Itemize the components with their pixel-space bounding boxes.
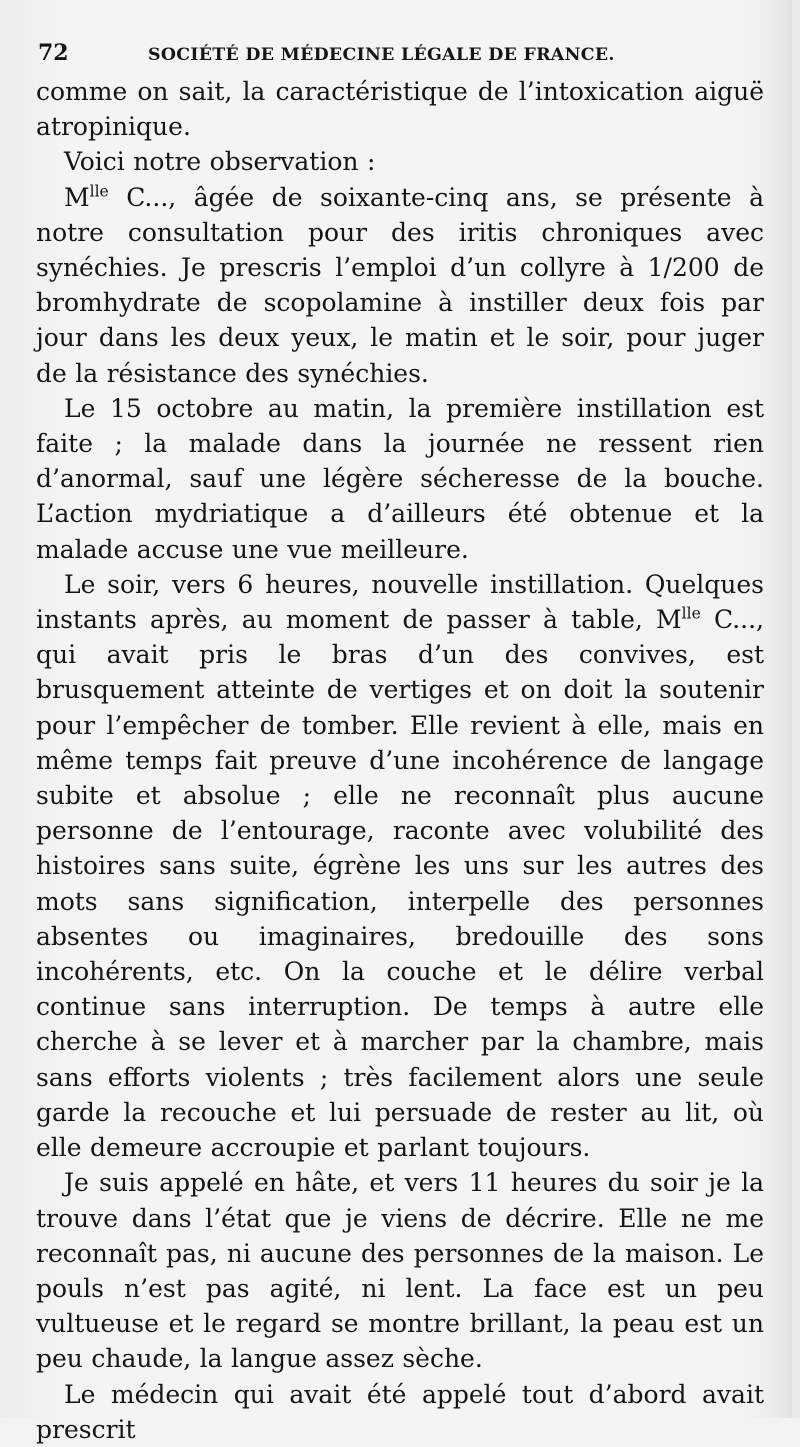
paragraph-1: comme on sait, la caractéristique de l’intoxication aiguë atropinique. <box>36 77 764 142</box>
paragraph-2: Voici notre observation : <box>64 147 376 177</box>
mademoiselle-superscript: lle <box>89 182 109 201</box>
mademoiselle-superscript-second: lle <box>681 604 701 623</box>
paragraph-5 <box>36 567 764 1165</box>
body-text <box>36 74 764 1447</box>
page-edge-shadow <box>774 0 792 1418</box>
paragraph-3-rest: C..., âgée de soixante-cinq ans, se présente à notre consultation pour des iritis chroniques avec synéchies. Je prescris l’emploi d’un collyre à 1/200 de bromhydrate de scopolamine à instiller deux fois par jour dans les deux yeux, le matin et le soir, pour juger de la résistance des synéchies. <box>36 182 764 388</box>
paragraph-3-start: M <box>64 182 90 212</box>
paragraph-6: Je suis appelé en hâte, et vers 11 heures du soir je la trouve dans l’état que je viens de décrire. Elle ne me reconnaît pas, ni aucune des personnes de la maison. Le pouls n’est pas agité, ni lent. La face est un peu vultueuse et le regard se montre brillant, la peau est un peu chaude, la langue assez sèche. <box>36 1168 764 1374</box>
paragraph-3 <box>36 180 764 391</box>
paragraph-5-rest: C..., qui avait pris le bras d’un des convives, est brusquement atteinte de vertiges et on doit la soutenir pour l’empêcher de tomber. Elle revient à elle, mais en même temps fait preuve d’une incohérence de langage subite et absolue ; elle ne reconnaît plus aucune personne de l’entourage, raconte avec volubilité des histoires sans suite, égrène les uns sur les autres des mots sans signification, interpelle des personnes absentes ou imaginaires, bredouille des sons incohérents, etc. On la couche et le délire verbal continue sans interruption. De temps à autre elle cherche à se lever et à marcher par la chambre, mais sans efforts violents ; très facilement alors une seule garde la recouche et lui persuade de rester au lit, où elle demeure accroupie et parlant toujours. <box>36 605 764 1163</box>
paragraph-7: Le médecin qui avait été appelé tout d’abord avait prescrit <box>36 1379 764 1444</box>
running-title: SOCIÉTÉ DE MÉDECINE LÉGALE DE FRANCE. <box>148 45 615 65</box>
paragraph-4: Le 15 octobre au matin, la première instillation est faite ; la malade dans la journée ne ressent rien d’anormal, sauf une légère sécheresse de la bouche. L’action mydriatique a d’ailleurs été obtenue et la malade accuse une vue meilleure. <box>36 393 764 564</box>
running-head <box>36 40 764 70</box>
page-number: 72 <box>38 40 69 66</box>
paragraph-5-start: Le soir, vers 6 heures, nouvelle instillation. Quelques instants après, au moment de passer à table, M <box>36 569 764 635</box>
